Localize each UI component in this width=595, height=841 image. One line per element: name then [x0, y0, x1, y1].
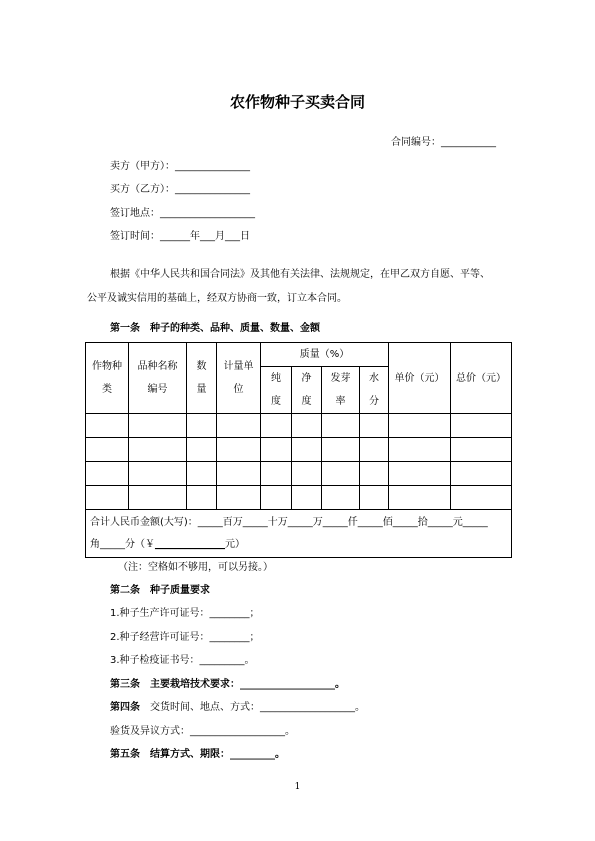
table-cell[interactable]	[292, 414, 322, 438]
article-2-heading: 第二条 种子质量要求	[110, 585, 210, 596]
table-cell[interactable]	[129, 486, 187, 510]
table-cell[interactable]	[389, 414, 451, 438]
table-cell[interactable]	[451, 438, 512, 462]
seed-spec-table	[85, 342, 512, 558]
preamble-line-1: 根据《中华人民共和国合同法》及其他有关法律、法规规定，在甲乙双方自愿、平等、	[110, 269, 490, 280]
table-cell[interactable]	[451, 414, 512, 438]
article-1-heading: 第一条 种子的种类、品种、质量、数量、金额	[110, 323, 320, 334]
table-cell[interactable]	[360, 414, 389, 438]
seller-field: 卖方（甲方）：_______________	[110, 161, 250, 172]
table-cell[interactable]	[292, 438, 322, 462]
header-moisture: 水 分	[360, 367, 389, 414]
header-cleanliness: 净 度	[292, 367, 322, 414]
table-cell[interactable]	[261, 414, 292, 438]
table-row	[86, 486, 512, 510]
table-cell[interactable]	[322, 486, 360, 510]
table-cell[interactable]	[86, 438, 129, 462]
table-cell[interactable]	[261, 486, 292, 510]
table-cell[interactable]	[261, 438, 292, 462]
table-cell[interactable]	[187, 462, 217, 486]
table-cell[interactable]	[292, 462, 322, 486]
header-unit: 计量单 位	[217, 343, 261, 414]
table-note: （注：空格如不够用，可以另接。）	[118, 562, 273, 573]
quarantine-certificate-field: 3.种子检疫证书号：_________。	[110, 655, 255, 666]
total-amount-line-1: 合计人民币金额(大写)：_____百万_____十万_____万_____仟_____佰_____拾_____元_____	[90, 516, 488, 528]
table-cell[interactable]	[360, 486, 389, 510]
table-row	[86, 462, 512, 486]
table-cell[interactable]	[86, 486, 129, 510]
table-cell[interactable]	[129, 414, 187, 438]
table-row	[86, 414, 512, 438]
header-germination: 发芽 率	[322, 367, 360, 414]
table-cell[interactable]	[86, 462, 129, 486]
header-unit-price: 单价（元）	[389, 343, 451, 414]
signing-place-field: 签订地点：___________________	[110, 208, 255, 219]
production-license-field: 1.种子生产许可证号：________；	[110, 608, 260, 619]
table-cell[interactable]	[261, 462, 292, 486]
header-purity: 纯 度	[261, 367, 292, 414]
header-variety-code: 品种名称 编号	[129, 343, 187, 414]
table-cell[interactable]	[451, 462, 512, 486]
article-3-heading: 第三条 主要栽培技术要求：___________________。	[110, 679, 345, 690]
total-amount-row	[86, 510, 512, 558]
table-cell[interactable]	[451, 486, 512, 510]
table-cell[interactable]	[187, 486, 217, 510]
article-4-line	[110, 702, 365, 714]
buyer-field: 买方（乙方）：_______________	[110, 184, 250, 195]
table-cell[interactable]	[360, 438, 389, 462]
article-5-heading: 第五条 结算方式、期限：_________。	[110, 749, 285, 760]
table-cell[interactable]	[129, 438, 187, 462]
contract-number: 合同编号：___________	[391, 137, 496, 148]
signing-date-field: 签订时间：______年___月___日	[110, 231, 250, 242]
article-4-text: 交货时间、地点、方式：___________________。	[140, 702, 365, 713]
table-cell[interactable]	[86, 414, 129, 438]
table-cell[interactable]	[129, 462, 187, 486]
inspection-field: 验货及异议方式：___________________。	[110, 726, 295, 737]
total-amount-line-2: 角_____分（￥______________元）	[90, 538, 245, 550]
table-cell[interactable]	[360, 462, 389, 486]
document-title: 农作物种子买卖合同	[229, 93, 365, 111]
header-crop-type: 作物种 类	[86, 343, 129, 414]
header-quantity: 数 量	[187, 343, 217, 414]
preamble-line-2: 公平及诚实信用的基础上，经双方协商一致，订立本合同。	[87, 293, 347, 304]
table-cell[interactable]	[217, 486, 261, 510]
article-4-heading: 第四条	[110, 702, 140, 713]
page-number: 1	[294, 782, 301, 792]
table-cell[interactable]	[292, 486, 322, 510]
table-cell[interactable]	[187, 414, 217, 438]
table-cell[interactable]	[187, 438, 217, 462]
table-cell[interactable]	[217, 414, 261, 438]
table-cell[interactable]	[389, 438, 451, 462]
table-row	[86, 438, 512, 462]
table-cell[interactable]	[322, 462, 360, 486]
header-quality: 质量（%）	[261, 343, 389, 367]
table-cell[interactable]	[217, 438, 261, 462]
table-cell[interactable]	[322, 414, 360, 438]
business-license-field: 2.种子经营许可证号：________；	[110, 632, 260, 643]
header-total-price: 总价（元）	[451, 343, 512, 414]
table-cell[interactable]	[322, 438, 360, 462]
table-cell[interactable]	[389, 486, 451, 510]
table-cell[interactable]	[217, 462, 261, 486]
table-cell[interactable]	[389, 462, 451, 486]
